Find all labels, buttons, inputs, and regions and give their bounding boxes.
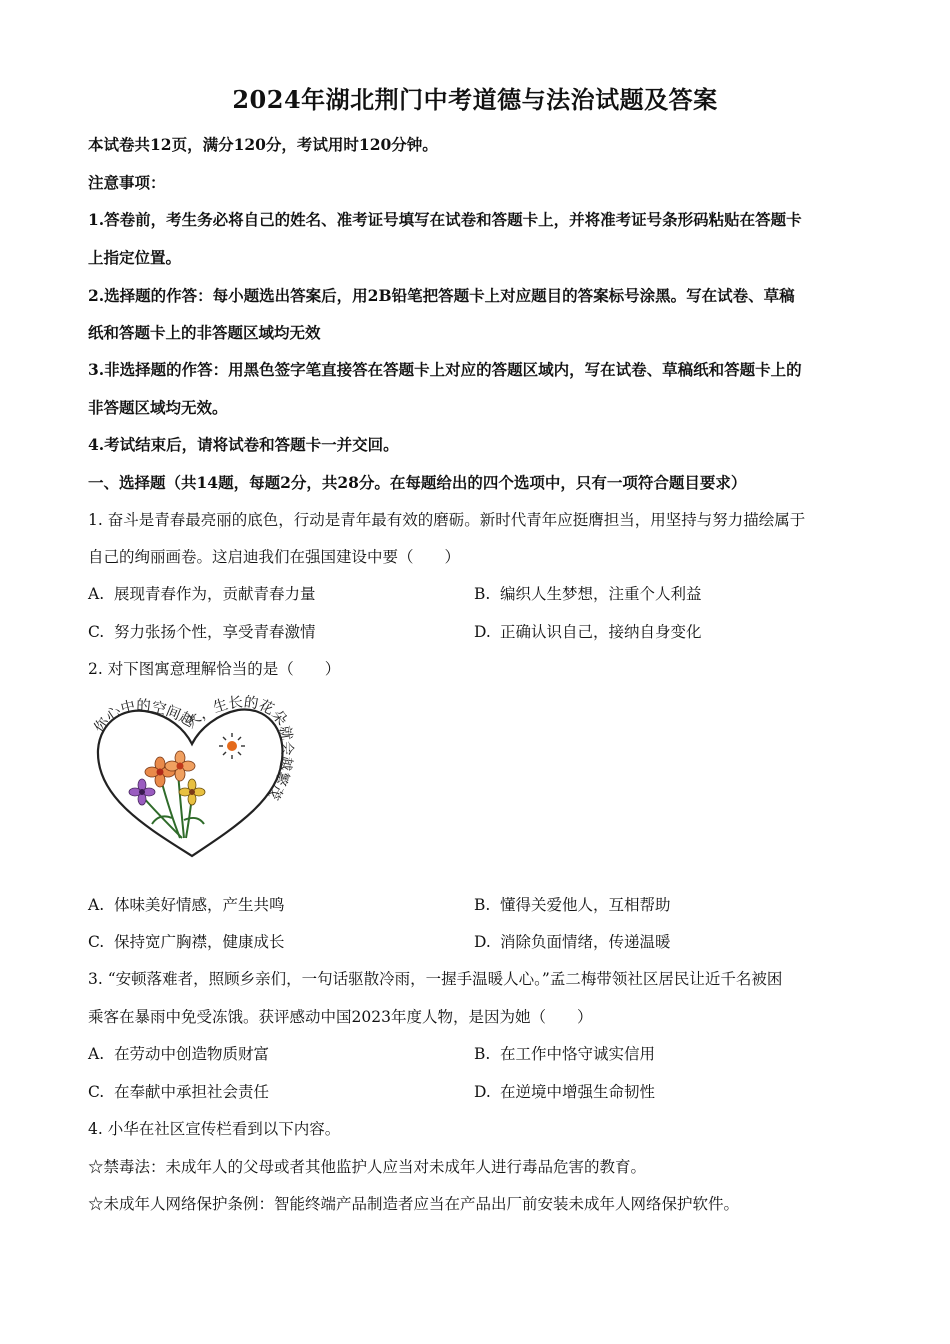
question-3-stem: 3. “安顿落难者，照顾乡亲们，一句话驱散冷雨，一握手温暖人心。”孟二梅带领社区居民让近千名被困 [88,970,783,988]
q2-option-d: D. 消除负面情绪，传递温暖 [474,933,671,951]
notice-line: 上指定位置。 [88,248,182,267]
notice-line: 非答题区域均无效。 [88,398,228,417]
notice-line: 1.答卷前，考生务必将自己的姓名、准考证号填写在试卷和答题卡上，并将准考证号条形码粘贴在答题卡 [88,210,802,229]
q1-option-c: C. 努力张扬个性，享受青春激情 [88,623,316,641]
exam-intro: 本试卷共12页，满分120分，考试用时120分钟。 [88,135,438,154]
notice-line: 2.选择题的作答：每小题选出答案后，用2B铅笔把答题卡上对应题目的答案标号涂黑。写在试卷、草稿 [88,286,795,305]
q1-option-a: A. 展现青春作为，贡献青春力量 [88,585,316,603]
q2-option-c: C. 保持宽广胸襟，健康成长 [88,933,285,951]
section-heading: 一、选择题（共14题，每题2分，共28分。在每题给出的四个选项中，只有一项符合题目要求） [88,473,747,492]
q1-option-d: D. 正确认识自己，接纳自身变化 [474,623,702,641]
q3-option-b: B. 在工作中恪守诚实信用 [474,1045,656,1063]
illustration-caption: 你心中的空间越大，生长的花朵就会越繁茂 [91,694,295,802]
notice-line: 3.非选择题的作答：用黑色签字笔直接答在答题卡上对应的答题区域内，写在试卷、草稿纸和答题卡上的 [88,360,802,379]
notice-heading: 注意事项： [88,173,166,192]
bulletin-item: ☆禁毒法：未成年人的父母或者其他监护人应当对未成年人进行毒品危害的教育。 [88,1158,647,1176]
bulletin-item: ☆未成年人网络保护条例：智能终端产品制造者应当在产品出厂前安装未成年人网络保护软件。 [88,1195,740,1213]
q3-option-c: C. 在奉献中承担社会责任 [88,1083,270,1101]
flower-icon [179,779,205,805]
notice-line: 4.考试结束后，请将试卷和答题卡一并交回。 [88,435,399,454]
flower-icon [129,779,155,805]
question-1-stem: 1. 奋斗是青春最亮丽的底色，行动是青年最有效的磨砺。新时代青年应挺膺担当，用坚持与努力描绘属于 [88,511,806,529]
heart-flower-drawing [88,688,296,872]
q2-option-a: A. 体味美好情感，产生共鸣 [88,896,285,914]
sun-icon [219,733,245,759]
question-2-stem: 2. 对下图寓意理解恰当的是（ ） [88,660,341,678]
question-3-stem: 乘客在暴雨中免受冻饿。获评感动中国2023年度人物，是因为她（ ） [88,1008,593,1026]
q3-option-a: A. 在劳动中创造物质财富 [88,1045,270,1063]
question-1-stem: 自己的绚丽画卷。这启迪我们在强国建设中要（ ） [88,548,461,566]
heart-flower-illustration [88,688,296,872]
q3-option-d: D. 在逆境中增强生命韧性 [474,1083,656,1101]
question-4-stem: 4. 小华在社区宣传栏看到以下内容。 [88,1120,341,1138]
q1-option-b: B. 编织人生梦想，注重个人利益 [474,585,702,603]
document-title: 2024年湖北荆门中考道德与法治试题及答案 [232,85,718,114]
notice-line: 纸和答题卡上的非答题区域均无效 [88,323,321,342]
q2-option-b: B. 懂得关爱他人，互相帮助 [474,896,671,914]
